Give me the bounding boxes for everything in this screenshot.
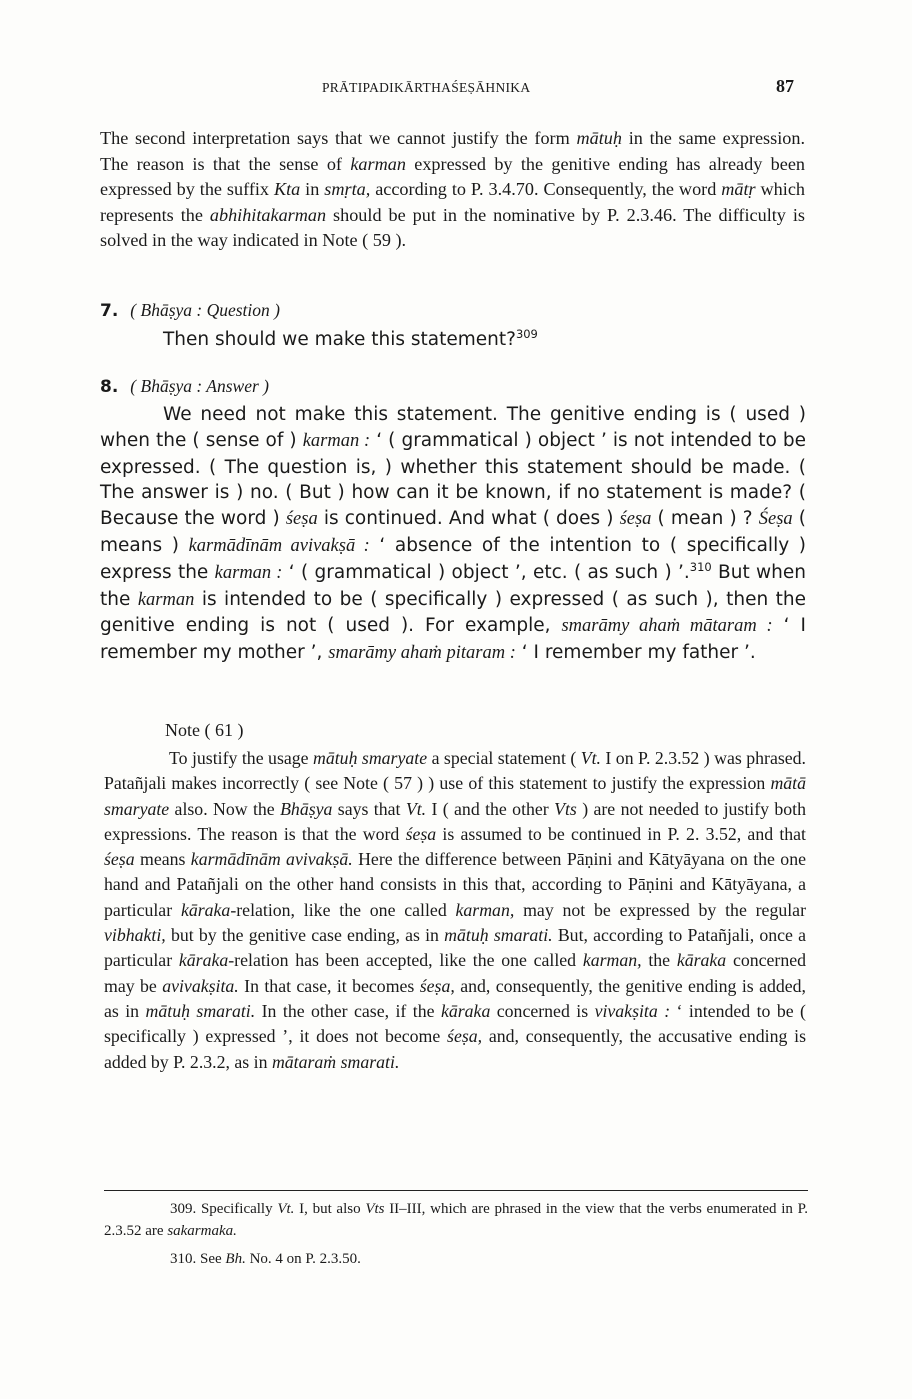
running-head: PRĀTIPADIKĀRTHAŚEṢĀHNIKA [322,80,531,95]
footnote-ref-310: 310 [689,559,712,574]
section-8-heading [100,376,269,397]
section-label: ( Bhāṣya : Question ) [130,300,280,320]
page-header [100,76,808,104]
note-61-body: To justify the usage mātuḥ smaryate a special statement ( Vt. I on P. 2.3.52 ) was phrased. Patañjali makes incorrectly ( see Note ( 57 ) ) use of this statement to justify the expression mātā smaryate also. Now the Bhāṣya says that Vt. I ( and the other Vts ) are not needed to justify both expressions. The reason is that the word śeṣa is assumed to be continued in P. 2. 3.52, and that śeṣa means karmādīnām avivakṣā. Here the difference between Pāṇini and Kātyāyana on the one hand and Patañjali on the other hand consists in this that, according to Pāṇini and Kātyāyana, a particular kāraka-relation, like the one called karman, may not be expressed by the regular vibhakti, but by the genitive case ending, as in mātuḥ smarati. But, according to Patañjali, once a particular kāraka-relation has been accepted, like the one called karman, the kāraka concerned may be avivakṣita. In that case, it becomes śeṣa, and, consequently, the genitive ending is added, as in mātuḥ smarati. In the other case, if the kāraka concerned is vivakṣita : ‘ intended to be ( specifically ) expressed ’, it does not become śeṣa, and, consequently, the accusative ending is added by P. 2.3.2, as in mātaraṁ smarati. [104,748,807,1072]
footnote-divider [104,1190,808,1191]
section-number: 8. [100,377,119,397]
footnote-310: 310. See Bh. No. 4 on P. 2.3.50. [170,1251,361,1267]
page-number: 87 [776,76,794,96]
section-8-answer: We need not make this statement. The genitive ending is ( used ) when the ( sense of ) karman : ‘ ( grammatical ) object ’ is not intended to be expressed. ( The question is, ) whether this statement should be made. ( The answer is ) no. ( But ) how can it be known, if no statement is made? ( Because the word ) śeṣa is continued. And what ( does ) śeṣa ( mean ) ? Śeṣa ( means ) karmādīnām avivakṣā : ‘ absence of the intention to ( specifically ) express the karman : ‘ ( grammatical ) object ’, etc. ( as such ) ’.$^{310}$ But when the karman is intended to be ( specifically ) expressed ( as such ), then the genitive ending is not ( used ). For example, smarāmy ahaṁ mātaram : ‘ I remember my mother ’, smarāmy ahaṁ pitaram : ‘ I remember my father ’. [100,404,806,664]
paragraph-interpretation: The second interpretation says that we cannot justify the form mātuḥ in the same expression. The reason is that the sense of karman expressed by the genitive ending has already been expressed by the suffix Kta in smṛta, according to P. 3.4.70. Consequently, the word mātṛ which represents the abhihitakarman should be put in the nominative by P. 2.3.46. The difficulty is solved in the way indicated in Note ( 59 ). [100,128,805,250]
section-label: ( Bhāṣya : Answer ) [130,376,269,396]
footnote-ref-309: 309 [515,326,538,341]
footnote-309: 309. Specifically Vt. I, but also Vts II–III, which are phrased in the view that the verbs enumerated in P. 2.3.52 are sakarmaka. [104,1201,809,1239]
section-7-question: Then should we make this statement?$^{309}$ [163,326,538,350]
note-label: Note ( 61 ) [165,720,244,740]
section-number: 7. [100,301,119,321]
section-7-heading [100,300,280,321]
